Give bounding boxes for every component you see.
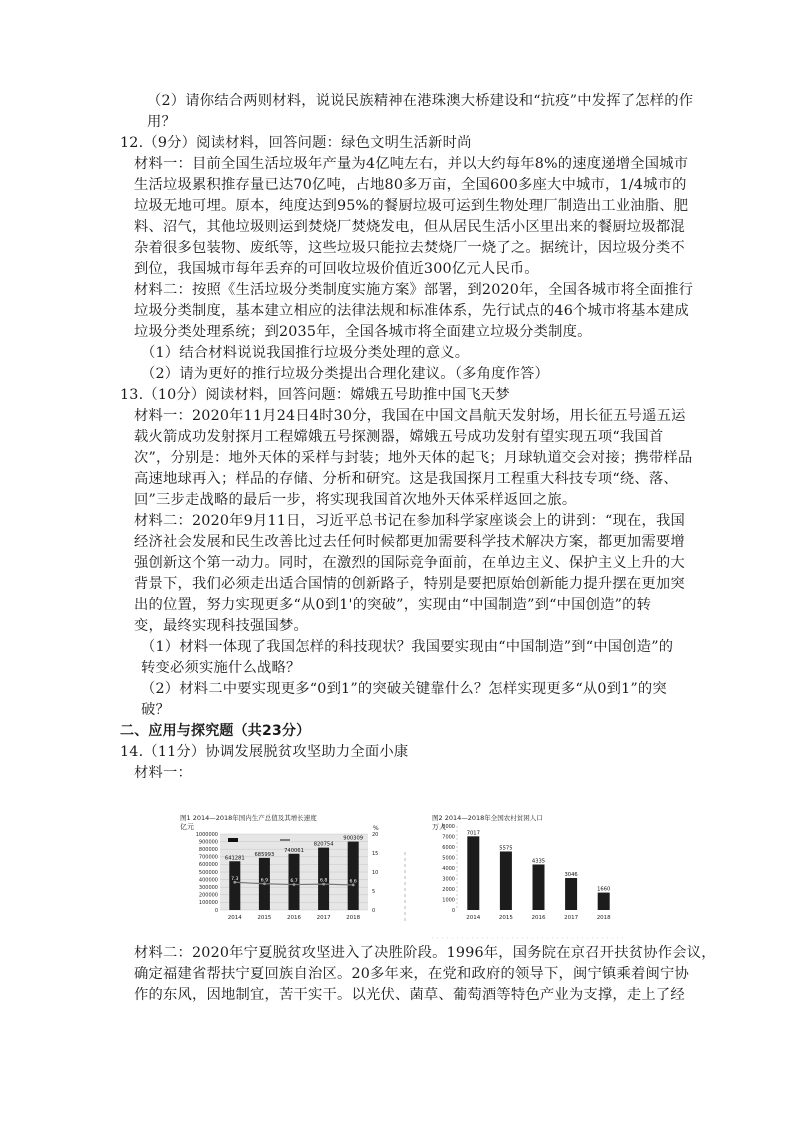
q13-question-1: （1）材料一体现了我国怎样的科技现状？我国要实现由“中国制造”到“中国创造”的	[141, 639, 674, 655]
chart2-bar	[533, 864, 545, 910]
text-line: 高速地球再入；样品的存储、分析和研究。这是我国探月工程重大科技专项“绕、落、	[134, 471, 678, 487]
chart2-xtick: 2017	[564, 915, 579, 921]
chart2-bar-label: 1660	[597, 886, 611, 893]
text-line: 破？	[141, 702, 170, 718]
chart2-ytick: 2000	[442, 886, 455, 893]
text-line: 出的位置，努力实现更多“从0到1'的突破”，实现由“中国制造”到“中国创造”的转	[134, 597, 652, 613]
text-line: 转变必须实施什么战略？	[141, 660, 301, 676]
text-line: 作的东风，因地制宜，苦干实干。以光伏、菌草、葡萄酒等特色产业为支撑，走上了经	[134, 987, 685, 1003]
q13-question-2: （2）材料二中要实现更多“0到1”的突破关键靠什么？怎样实现更多“从0到1”的突	[141, 681, 667, 697]
chart2-ytick: 4000	[442, 865, 455, 872]
chart1-ytick: 900000	[198, 839, 218, 846]
chart1-bar-label: 685993	[254, 851, 275, 858]
chart1-xtick: 2017	[316, 915, 331, 921]
chart1-ytick: 1000000	[195, 831, 218, 838]
chart1-y2tick: 5	[372, 888, 376, 895]
chart1-xtick: 2016	[287, 915, 301, 921]
chart2-ytick: 0	[451, 907, 455, 914]
chart2-bar	[565, 878, 577, 910]
chart1-bar-label: 820754	[313, 841, 334, 848]
chart1-ytick: 800000	[198, 847, 218, 853]
text-line: 载火箭成功发射探月工程嫦娥五号探测器，嫦娥五号成功发射有望实现五项“我国首	[134, 429, 664, 445]
text-line: 垃圾分类制度，基本建立相应的法律法规和标准体系，先行试点的46个城市将基本建成	[134, 303, 689, 319]
chart1-title: 图1 2014—2018年国内生产总值及其增长速度	[180, 814, 317, 822]
q13-material-two: 材料二：2020年9月11日，习近平总书记在参加科学家座谈会上的讲到：“现在，我国	[134, 513, 685, 529]
text-line: 回”三步走战略的最后一步，将实现我国首次地外天体采样返回之旅。	[134, 492, 577, 508]
text-line: 垃圾无地可埋。原本，纯度达到95%的餐厨垃圾可运到生物处理厂制造出工业油脂、肥	[134, 198, 689, 214]
chart2-ytick: 1000	[442, 897, 455, 904]
chart1-legend-swatch-growth	[280, 840, 290, 841]
chart2-bar	[598, 893, 610, 910]
text-line: 垃圾分类处理系统；到2035年，全国各城市将全面建立垃圾分类制度。	[134, 324, 592, 340]
chart2-ytick: 5000	[442, 855, 455, 862]
text-line: 次”，分别是：地外天体的采样与封装；地外天体的起飞；月球轨道交会对接；携带样品	[134, 450, 693, 466]
text-line: 背景下，我们必须走出适合国情的创新路子，特别是要把原始创新能力提升摆在更加突	[134, 576, 685, 592]
text-line: 用？	[147, 114, 176, 130]
text-line: 到位，我国城市每年丢弃的可回收垃圾价值近300亿元人民币。	[134, 261, 539, 277]
chart2-ytick: 7000	[442, 834, 455, 841]
q12-question-1: （1）结合材料说说我国推行垃圾分类处理的意义。	[141, 345, 470, 361]
chart1-bar-label: 740061	[284, 847, 304, 854]
q12-heading: 12.（9分）阅读材料，回答问题：绿色文明生活新时尚	[120, 135, 472, 151]
section-heading: 二、应用与探究题（共23分）	[120, 723, 311, 739]
chart1-ytick: 300000	[198, 885, 218, 891]
q14-heading: 14.（11分）协调发展脱贫攻坚助力全面小康	[120, 744, 409, 760]
q11-part2-line: （2）请你结合两则材料，说说民族精神在港珠澳大桥建设和“抗疫”中发挥了怎样的作	[147, 93, 694, 109]
chart1-legend-swatch-gdp	[228, 838, 238, 842]
q14-material-one-label: 材料一：	[134, 765, 192, 781]
chart1-xtick: 2014	[227, 915, 242, 921]
chart1-bar-label: 641281	[224, 855, 245, 862]
chart2-bar	[500, 851, 512, 910]
q13-heading: 13.（10分）阅读材料，回答问题：嫦娥五号助推中国飞天梦	[120, 387, 510, 403]
chart2-ylabel: 万人	[432, 823, 446, 831]
chart2-bar-label: 5575	[499, 845, 513, 852]
chart2-xtick: 2018	[596, 915, 611, 921]
chart1-ytick: 700000	[198, 854, 218, 861]
chart2-ytick: 3000	[442, 876, 455, 883]
text-line: 料、沼气，其他垃圾则运到焚烧厂焚烧发电，但从居民生活小区里出来的餐厨垃圾都混	[134, 219, 685, 235]
q12-question-2: （2）请为更好的推行垃圾分类提出合理化建议。（多角度作答）	[141, 366, 550, 382]
chart1-ytick: 200000	[198, 892, 218, 899]
chart2-ytick: 6000	[442, 844, 455, 851]
chart1-growth-label: 6.7	[290, 879, 298, 885]
chart1-bar-label: 900309	[343, 835, 364, 842]
chart1-y2label: %	[373, 825, 379, 832]
chart1-growth-label: 6.9	[260, 878, 269, 884]
q14-material-two: 材料二：2020年宁夏脱贫攻坚进入了决胜阶段。1996年，国务院在京召开扶贫协作会议，	[134, 945, 716, 961]
chart1-ytick: 100000	[198, 900, 218, 907]
chart1-y2tick: 10	[372, 869, 379, 876]
chart1-ytick: 600000	[198, 862, 218, 869]
text-line: 生活垃圾累积推存量已达70亿吨，占地80多万亩，全国600多座大中城市，1/4城市的	[134, 177, 687, 193]
charts-svg	[180, 812, 640, 942]
chart2-bar-label: 7017	[466, 830, 480, 837]
chart2-xtick: 2015	[498, 915, 513, 921]
chart1-growth-label: 6.8	[319, 878, 328, 884]
chart1-ytick: 500000	[198, 869, 218, 876]
chart1-y2tick: 0	[372, 907, 376, 914]
chart1-y2tick: 20	[372, 831, 379, 838]
chart1-bar	[348, 842, 359, 910]
q12-material-two: 材料二：按照《生活垃圾分类制度实施方案》部署，到2020年，全国各城市将全面推行	[134, 282, 694, 298]
chart1-ylabel: 亿元	[180, 823, 194, 831]
chart1-ytick: 400000	[198, 877, 218, 884]
chart2-bar-label: 3046	[564, 872, 578, 879]
chart1-growth-label: 7.3	[231, 876, 239, 882]
text-line: 变，最终实现科技强国梦。	[134, 618, 308, 634]
text-line: 强创新这个第一动力。同时，在激烈的国际竞争面前，在单边主义、保护主义上升的大	[134, 555, 685, 571]
chart1-growth-label: 6.6	[349, 879, 357, 885]
text-line: 确定福建省帮扶宁夏回族自治区。20多年来，在党和政府的领导下，闽宁镇乘着闽宁协	[134, 966, 689, 982]
text-line: 经济社会发展和民生改善比过去任何时候都更加需要科学技术解决方案，都更加需要增	[134, 534, 685, 550]
chart2-xtick: 2016	[531, 915, 546, 921]
chart2-bar	[467, 836, 479, 910]
chart2-xtick: 2014	[466, 915, 481, 921]
chart1-ytick: 0	[214, 907, 218, 914]
q13-material-one: 材料一：2020年11月24日4时30分，我国在中国文昌航天发射场，用长征五号遥五运	[134, 408, 686, 424]
chart1-bar	[229, 861, 240, 910]
q12-material-one: 材料一：目前全国生活垃圾年产量为4亿吨左右，并以大约每年8%的速度递增全国城市	[134, 156, 689, 172]
figure-material-one	[180, 812, 640, 942]
chart2-ytick: 8000	[442, 823, 455, 830]
text-line: 杂着很多包装物、废纸等，这些垃圾只能拉去焚烧厂一烧了之。据统计，因垃圾分类不	[134, 240, 685, 256]
chart2-bar-label: 4335	[531, 858, 546, 865]
chart2-title: 图2 2014—2018年全国农村贫困人口	[432, 814, 543, 822]
chart1-xtick: 2018	[346, 915, 361, 921]
chart1-y2tick: 15	[372, 850, 379, 857]
chart1-xtick: 2015	[257, 915, 272, 921]
